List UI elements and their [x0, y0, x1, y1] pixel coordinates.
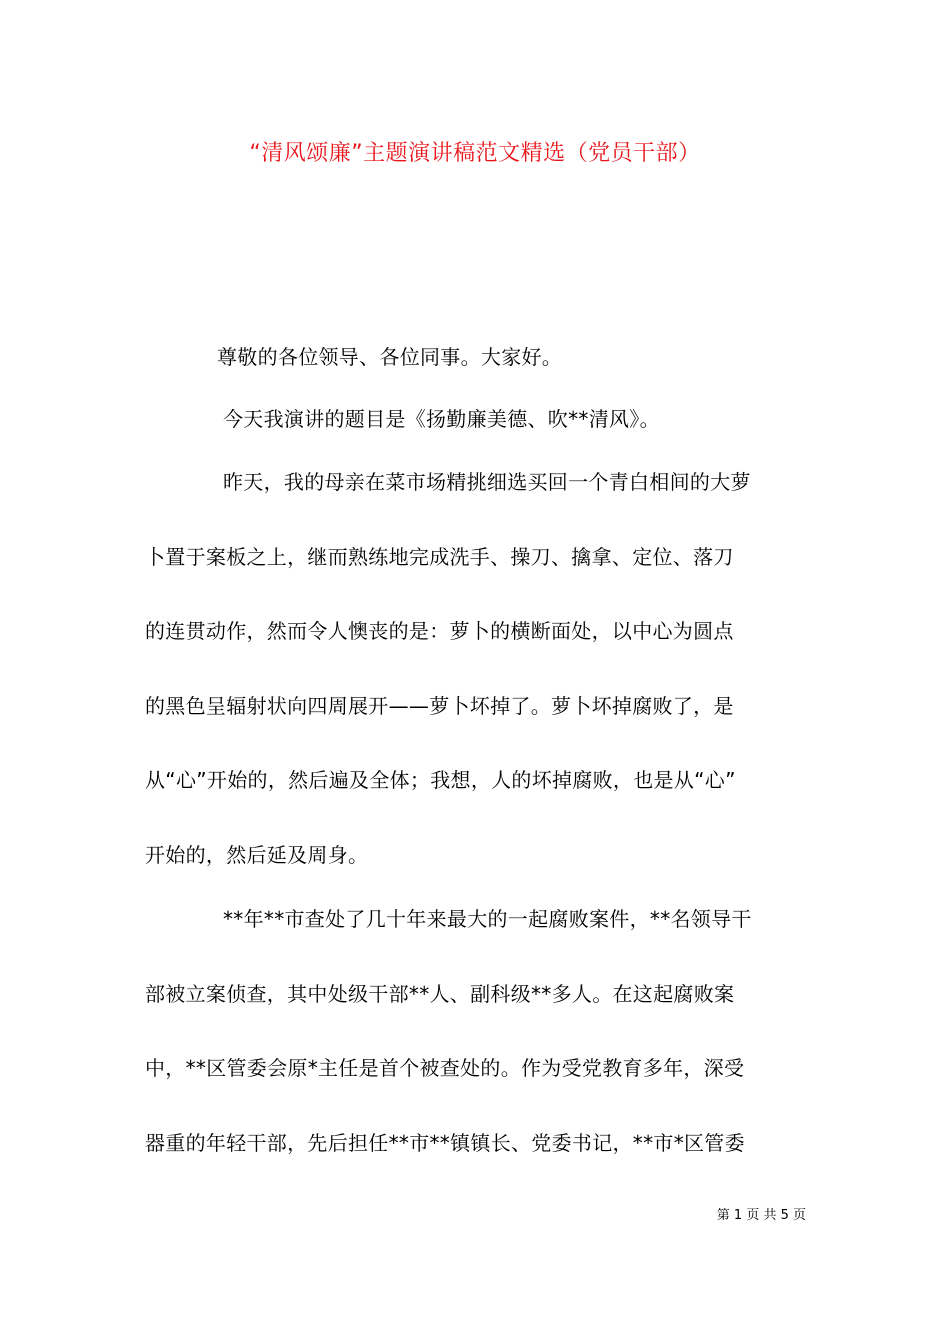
body-paragraph-2 [145, 882, 815, 1180]
paragraph-line: 的黑色呈辐射状向四周展开——萝卜坏掉了。萝卜坏掉腐败了，是 [145, 693, 734, 718]
page-number: 第 1 页 共 5 页 [716, 1208, 806, 1223]
paragraph-line: 从“心”开始的，然后遍及全体；我想，人的坏掉腐败，也是从“心” [145, 768, 736, 792]
paragraph-line: 的连贯动作，然而令人懊丧的是：萝卜的横断面处，以中心为圆点 [145, 619, 734, 643]
paragraph-line: **年**市查处了几十年来最大的一起腐败案件，**名领导干 [223, 907, 752, 931]
paragraph-line: 卜置于案板之上，继而熟练地完成洗手、操刀、擒拿、定位、落刀 [145, 544, 734, 569]
paragraph-line: 开始的，然后延及周身。 [145, 842, 369, 867]
paragraph-line: 器重的年轻干部，先后担任**市**镇镇长、党委书记，**市*区管委 [145, 1130, 745, 1155]
paragraph-line: 部被立案侦查，其中处级干部**人、副科级**多人。在这起腐败案 [145, 981, 735, 1006]
topic-line: 今天我演讲的题目是《扬勤廉美德、吹**清风》。 [223, 407, 660, 431]
document-title: “清风颂廉”主题演讲稿范文精选（党员干部） [249, 141, 701, 166]
greeting-paragraph [145, 342, 815, 372]
body-paragraph-1 [145, 445, 815, 892]
paragraph-line: 昨天，我的母亲在菜市场精挑细选买回一个青白相间的大萝 [223, 470, 751, 494]
greeting-line: 尊敬的各位领导、各位同事。大家好。 [217, 345, 563, 369]
paragraph-line: 中，**区管委会原*主任是首个被查处的。作为受党教育多年，深受 [145, 1056, 745, 1080]
topic-paragraph [145, 404, 815, 434]
